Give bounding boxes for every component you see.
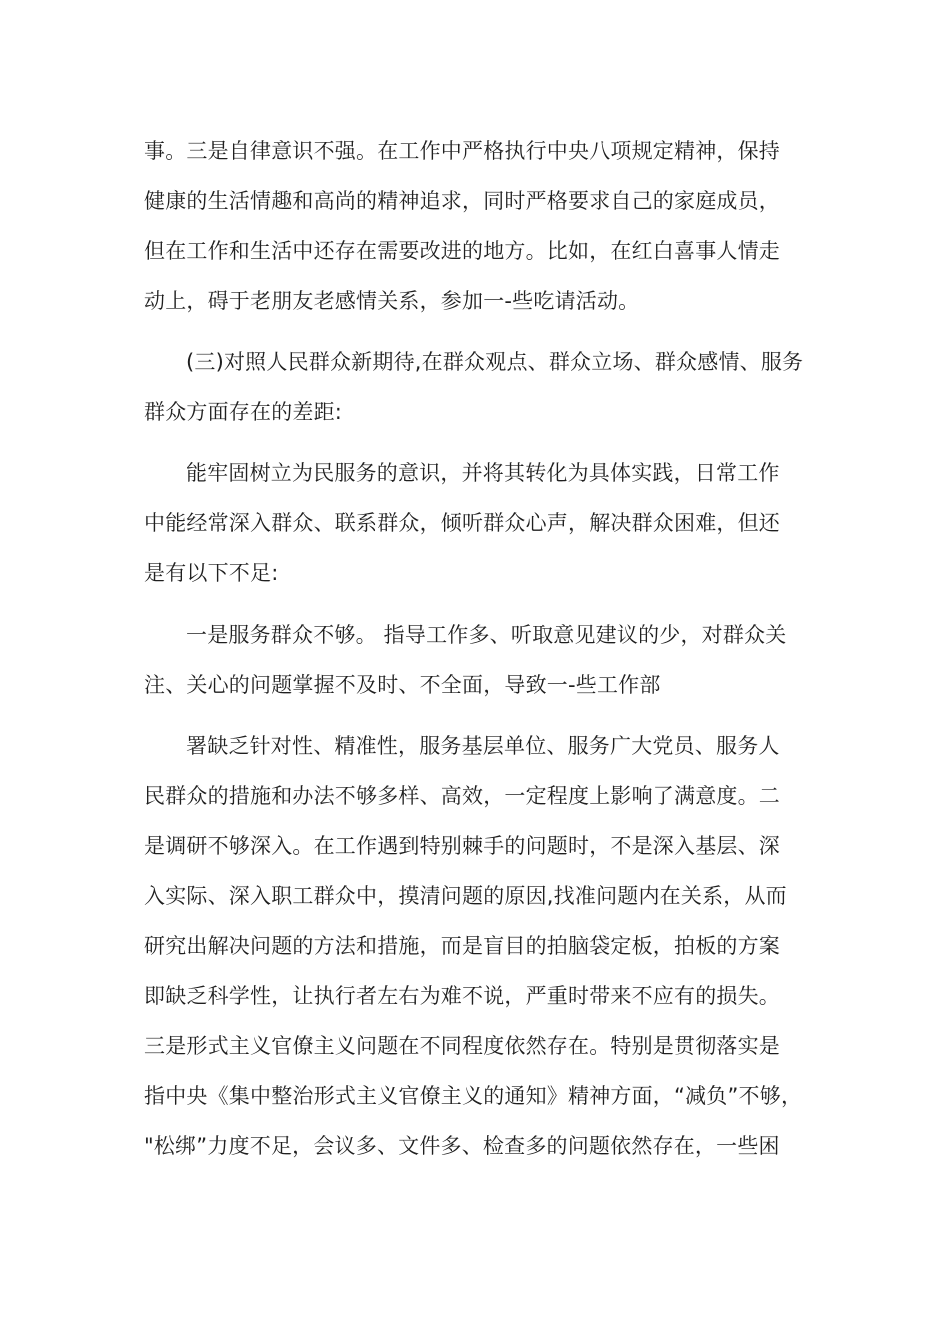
section-heading-three <box>144 337 808 437</box>
text-line: 署缺乏针对性、精准性，服务基层单位、服务广大党员、服务人 <box>186 734 780 758</box>
text-line: 健康的生活情趣和高尚的精神追求，同时严格要求自己的家庭成员， <box>144 189 780 213</box>
text-line: "松绑”力度不足，会议多、文件多、检查多的问题依然存在，一些困 <box>144 1134 780 1158</box>
text-line: 研究出解决问题的方法和措施，而是盲目的拍脑袋定板，拍板的方案 <box>144 934 780 958</box>
paragraph-service-awareness <box>144 448 808 598</box>
paragraph-self-discipline <box>144 126 808 326</box>
paragraph-service-shortage <box>144 610 808 710</box>
text-line: 能牢固树立为民服务的意识，并将其转化为具体实践，日常工作 <box>186 461 780 485</box>
text-line: 入实际、深入职工群众中，摸清问题的原因,找准问题内在关系，从而 <box>144 884 787 908</box>
text-line: 群众方面存在的差距: <box>144 400 343 424</box>
text-line: 是有以下不足: <box>144 561 279 585</box>
text-line: 民群众的措施和办法不够多样、高效，一定程度上影响了满意度。二 <box>144 784 780 808</box>
text-line: 是调研不够深入。在工作遇到特别棘手的问题时，不是深入基层、深 <box>144 834 780 858</box>
text-line: 中能经常深入群众、联系群众，倾听群众心声，解决群众困难，但还 <box>144 511 780 535</box>
text-line: 注、关心的问题掌握不及时、不全面，导致一-些工作部 <box>144 673 661 697</box>
text-line: 但在工作和生活中还存在需要改进的地方。比如，在红白喜事人情走 <box>144 239 780 263</box>
text-line: 事。三是自律意识不强。在工作中严格执行中央八项规定精神，保持 <box>144 139 780 163</box>
text-line: 即缺乏科学性，让执行者左右为难不说，严重时带来不应有的损失。 <box>144 984 780 1008</box>
paragraph-research-and-formalism <box>144 721 808 1171</box>
text-line: 指中央《集中整治形式主义官僚主义的通知》精神方面，“减负”不够， <box>144 1084 803 1108</box>
text-line: (三)对照人民群众新期待,在群众观点、群众立场、群众感情、服务 <box>186 350 804 374</box>
text-line: 一是服务群众不够。 指导工作多、听取意见建议的少，对群众关 <box>186 623 787 647</box>
text-line: 三是形式主义官僚主义问题在不同程度依然存在。特别是贯彻落实是 <box>144 1034 780 1058</box>
text-line: 动上，碍于老朋友老感情关系，参加一-些吃请活动。 <box>144 289 640 313</box>
